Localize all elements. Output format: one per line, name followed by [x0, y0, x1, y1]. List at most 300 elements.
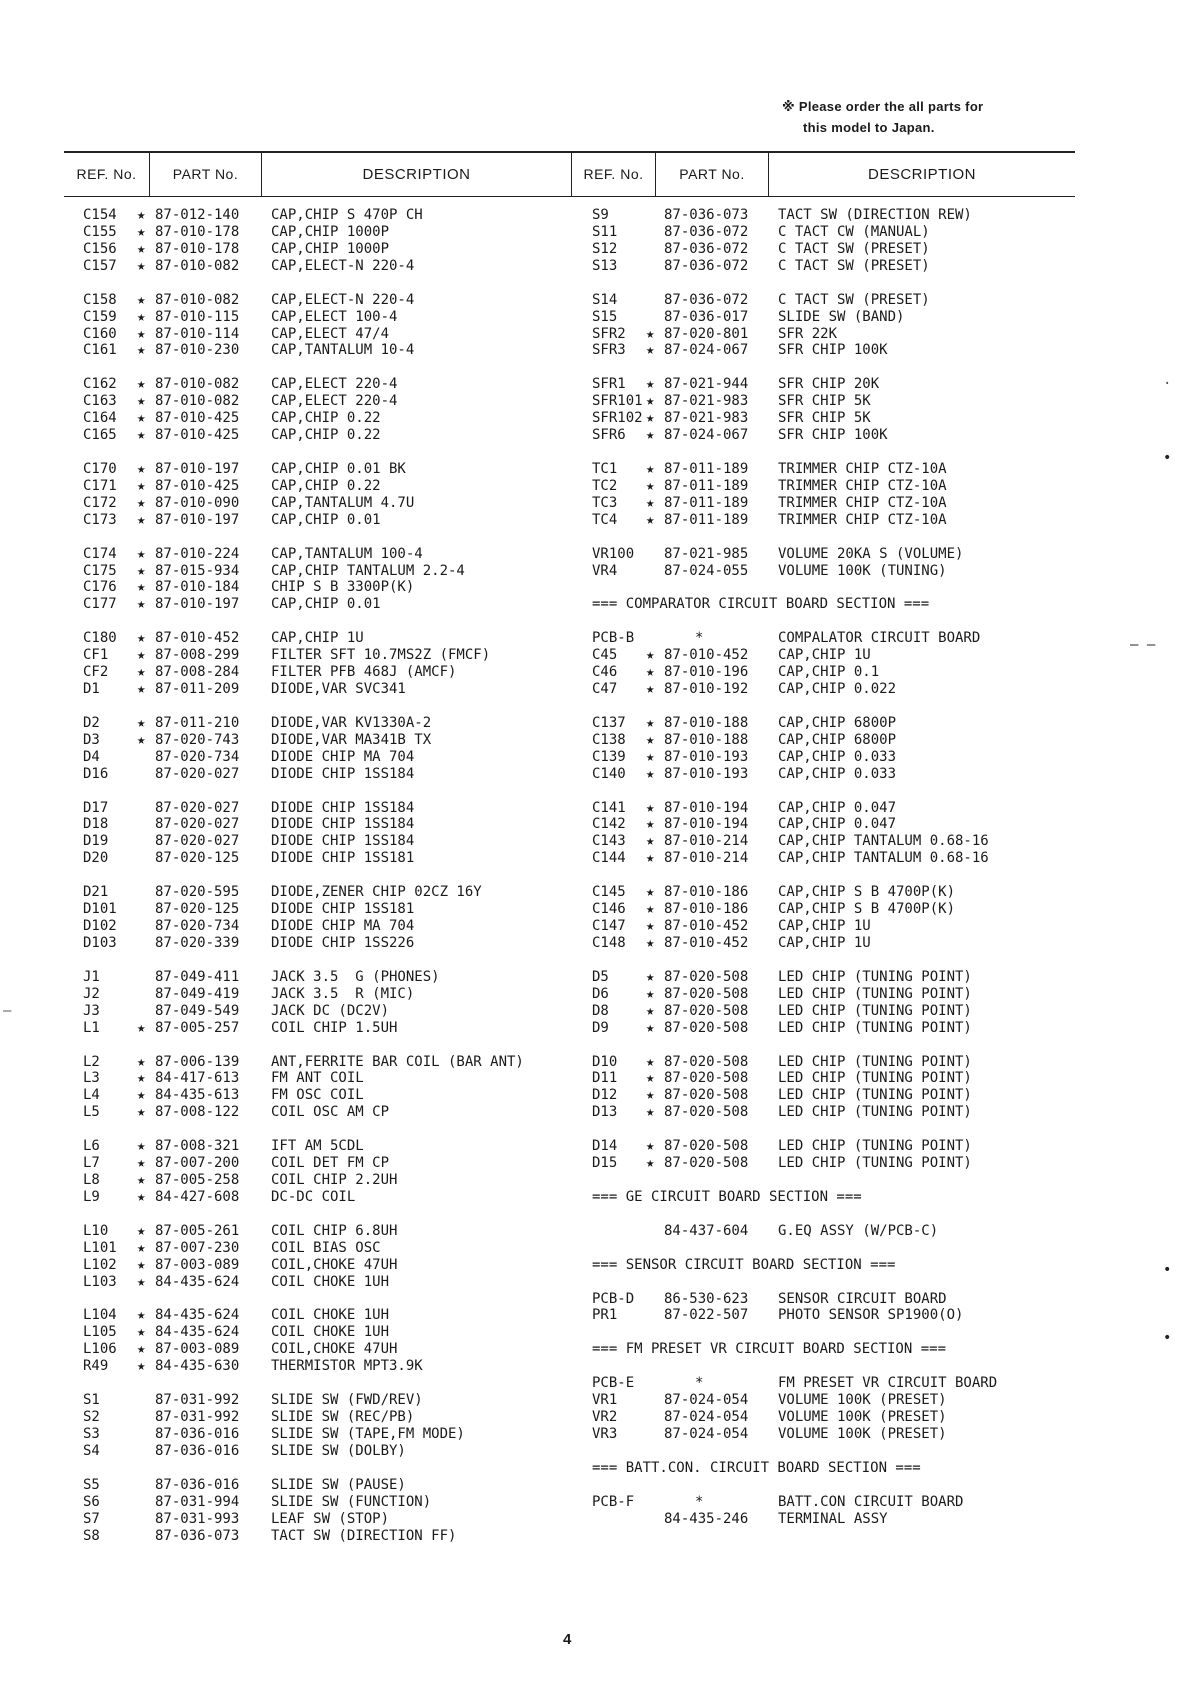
order-star: ★: [137, 1054, 146, 1070]
description: LED CHIP (TUNING POINT): [778, 1054, 972, 1070]
description: DIODE CHIP 1SS184: [271, 766, 415, 782]
ref-number: PCB-B: [592, 630, 635, 646]
ref-number: C158: [83, 292, 117, 308]
ref-number: C45: [592, 647, 618, 663]
ref-number: S5: [83, 1477, 100, 1493]
order-note: [782, 96, 983, 138]
order-star: ★: [137, 427, 146, 443]
order-note-line2: this model to Japan.: [803, 120, 935, 135]
description: LED CHIP (TUNING POINT): [778, 986, 972, 1002]
part-number: 87-049-411: [155, 969, 240, 985]
description: CAP,CHIP S B 4700P(K): [778, 901, 956, 917]
description: TRIMMER CHIP CTZ-10A: [778, 478, 947, 494]
description: LED CHIP (TUNING POINT): [778, 1070, 972, 1086]
ref-number: D11: [592, 1070, 618, 1086]
part-number: 87-020-508: [664, 1104, 749, 1120]
description: CAP,ELECT 220-4: [271, 393, 398, 409]
description: SFR CHIP 20K: [778, 376, 880, 392]
description: CAP,CHIP 1000P: [271, 241, 390, 257]
description: DIODE,VAR MA341B TX: [271, 732, 432, 748]
order-star: ★: [646, 326, 655, 342]
ref-number: S3: [83, 1426, 100, 1442]
ref-number: PCB-D: [592, 1291, 635, 1307]
ref-number: VR4: [592, 563, 618, 579]
part-number: 87-036-016: [155, 1426, 240, 1442]
part-number: 87-010-193: [664, 749, 749, 765]
description: DIODE CHIP 1SS184: [271, 833, 415, 849]
description: CAP,ELECT 220-4: [271, 376, 398, 392]
description: COIL CHOKE 1UH: [271, 1307, 390, 1323]
description: JACK DC (DC2V): [271, 1003, 390, 1019]
part-number: 87-020-734: [155, 918, 240, 934]
ref-number: D1: [83, 681, 100, 697]
part-number: 87-010-224: [155, 546, 240, 562]
part-number: 87-020-027: [155, 766, 240, 782]
description: LED CHIP (TUNING POINT): [778, 1020, 972, 1036]
order-star: ★: [646, 800, 655, 816]
ref-number: C176: [83, 579, 117, 595]
part-number: 87-010-452: [664, 647, 749, 663]
ref-number: S9: [592, 207, 609, 223]
order-star: ★: [137, 664, 146, 680]
description: CHIP S B 3300P(K): [271, 579, 415, 595]
ref-number: C174: [83, 546, 117, 562]
description: CAP,CHIP 0.01: [271, 512, 381, 528]
ref-number: R49: [83, 1358, 109, 1374]
ref-number: D2: [83, 715, 100, 731]
ref-number: TC2: [592, 478, 618, 494]
description: CAP,CHIP S 470P CH: [271, 207, 423, 223]
description: SFR CHIP 100K: [778, 342, 888, 358]
order-star: ★: [646, 850, 655, 866]
order-star: ★: [646, 478, 655, 494]
part-number: 87-010-425: [155, 427, 240, 443]
ref-number: C147: [592, 918, 626, 934]
description: DIODE CHIP MA 704: [271, 918, 415, 934]
description: DIODE CHIP 1SS181: [271, 901, 415, 917]
ref-number: C141: [592, 800, 626, 816]
part-number: 87-021-944: [664, 376, 749, 392]
order-star: ★: [137, 1223, 146, 1239]
part-number: 87-008-321: [155, 1138, 240, 1154]
part-number: 87-024-067: [664, 342, 749, 358]
description: CAP,CHIP S B 4700P(K): [778, 884, 956, 900]
part-number: 87-020-801: [664, 326, 749, 342]
ref-number: S1: [83, 1392, 100, 1408]
ref-number: S6: [83, 1494, 100, 1510]
ref-number: SFR2: [592, 326, 626, 342]
description: LED CHIP (TUNING POINT): [778, 1087, 972, 1103]
description: CAP,CHIP 0.22: [271, 478, 381, 494]
ref-number: CF2: [83, 664, 109, 680]
order-star: ★: [137, 1020, 146, 1036]
part-number: 87-011-189: [664, 495, 749, 511]
ref-number: PCB-E: [592, 1375, 635, 1391]
description: CAP,CHIP TANTALUM 0.68-16: [778, 833, 989, 849]
part-number: 87-010-188: [664, 732, 749, 748]
part-number: 87-011-210: [155, 715, 240, 731]
ref-number: D20: [83, 850, 109, 866]
description: SLIDE SW (TAPE,FM MODE): [271, 1426, 465, 1442]
ref-number: C160: [83, 326, 117, 342]
order-star: ★: [137, 1341, 146, 1357]
description: LED CHIP (TUNING POINT): [778, 969, 972, 985]
description: ANT,FERRITE BAR COIL (BAR ANT): [271, 1054, 524, 1070]
part-number: 87-020-508: [664, 1138, 749, 1154]
ref-number: L3: [83, 1070, 100, 1086]
description: CAP,ELECT 100-4: [271, 309, 398, 325]
ref-number: C165: [83, 427, 117, 443]
description: CAP,CHIP 6800P: [778, 715, 897, 731]
ref-number: C177: [83, 596, 117, 612]
ref-number: J1: [83, 969, 100, 985]
part-number: 87-010-196: [664, 664, 749, 680]
part-number: 87-020-027: [155, 833, 240, 849]
ref-number: VR1: [592, 1392, 618, 1408]
ref-number: D8: [592, 1003, 609, 1019]
ref-number: L8: [83, 1172, 100, 1188]
order-star: ★: [646, 1003, 655, 1019]
part-number: 87-022-507: [664, 1307, 749, 1323]
description: CAP,CHIP 1000P: [271, 224, 390, 240]
description: CAP,TANTALUM 100-4: [271, 546, 423, 562]
part-number: 87-010-425: [155, 478, 240, 494]
part-number: 87-031-992: [155, 1409, 240, 1425]
order-star: ★: [137, 309, 146, 325]
order-star: ★: [646, 715, 655, 731]
order-star: ★: [137, 393, 146, 409]
order-star: ★: [137, 258, 146, 274]
part-number: 87-036-072: [664, 224, 749, 240]
description: FILTER PFB 468J (AMCF): [271, 664, 457, 680]
ref-number: C171: [83, 478, 117, 494]
part-number: 87-010-194: [664, 816, 749, 832]
description: TERMINAL ASSY: [778, 1511, 888, 1527]
description: COIL CHIP 2.2UH: [271, 1172, 398, 1188]
part-number: 87-024-054: [664, 1409, 749, 1425]
description: CAP,CHIP 0.033: [778, 766, 897, 782]
description: CAP,CHIP 1U: [271, 630, 364, 646]
part-number: 87-020-508: [664, 1003, 749, 1019]
part-number: 87-006-139: [155, 1054, 240, 1070]
order-star: ★: [137, 478, 146, 494]
part-number: 87-010-186: [664, 901, 749, 917]
description: G.EQ ASSY (W/PCB-C): [778, 1223, 939, 1239]
order-star: ★: [646, 1087, 655, 1103]
order-star: ★: [646, 664, 655, 680]
order-star: ★: [646, 512, 655, 528]
order-star: ★: [137, 647, 146, 663]
ref-number: D6: [592, 986, 609, 1002]
part-number: 87-010-214: [664, 833, 749, 849]
description: TRIMMER CHIP CTZ-10A: [778, 461, 947, 477]
ref-number: PR1: [592, 1307, 618, 1323]
description: CAP,CHIP 1U: [778, 935, 871, 951]
part-number: 87-010-230: [155, 342, 240, 358]
ref-number: C180: [83, 630, 117, 646]
header-desc-right: DESCRIPTION: [867, 166, 976, 183]
margin-mark: •: [1163, 1330, 1172, 1346]
ref-number: PCB-F: [592, 1494, 635, 1510]
ref-number: L10: [83, 1223, 109, 1239]
part-number: 87-007-200: [155, 1155, 240, 1171]
ref-number: L101: [83, 1240, 117, 1256]
ref-number: SFR6: [592, 427, 626, 443]
description: SENSOR CIRCUIT BOARD: [778, 1291, 947, 1307]
part-number: 84-435-624: [155, 1324, 240, 1340]
ref-number: C156: [83, 241, 117, 257]
description: CAP,TANTALUM 10-4: [271, 342, 415, 358]
ref-number: TC1: [592, 461, 618, 477]
order-star: ★: [137, 1324, 146, 1340]
ref-number: TC4: [592, 512, 618, 528]
order-star: ★: [646, 1104, 655, 1120]
description: SFR CHIP 5K: [778, 393, 871, 409]
description: SLIDE SW (BAND): [778, 309, 905, 325]
description: CAP,CHIP 0.1: [778, 664, 880, 680]
part-number: 87-010-186: [664, 884, 749, 900]
order-star: ★: [137, 1138, 146, 1154]
ref-number: C170: [83, 461, 117, 477]
order-star: ★: [646, 1020, 655, 1036]
ref-number: S12: [592, 241, 618, 257]
section-title: === FM PRESET VR CIRCUIT BOARD SECTION ===: [592, 1341, 947, 1357]
description: CAP,ELECT-N 220-4: [271, 292, 415, 308]
part-number: 87-010-197: [155, 596, 240, 612]
part-number: 87-020-508: [664, 1020, 749, 1036]
part-number: 87-011-189: [664, 478, 749, 494]
ref-number: L5: [83, 1104, 100, 1120]
ref-number: VR2: [592, 1409, 618, 1425]
order-star: ★: [646, 986, 655, 1002]
ref-number: S4: [83, 1443, 100, 1459]
ref-number: C155: [83, 224, 117, 240]
part-number: 87-010-193: [664, 766, 749, 782]
ref-number: C173: [83, 512, 117, 528]
order-star: ★: [646, 833, 655, 849]
order-star: ★: [137, 1274, 146, 1290]
order-star: ★: [646, 884, 655, 900]
part-number: 87-024-054: [664, 1426, 749, 1442]
ref-number: L105: [83, 1324, 117, 1340]
ref-number: D103: [83, 935, 117, 951]
part-number: 87-010-194: [664, 800, 749, 816]
ref-number: L106: [83, 1341, 117, 1357]
ref-number: SFR3: [592, 342, 626, 358]
ref-number: L4: [83, 1087, 100, 1103]
order-star: ★: [137, 1240, 146, 1256]
part-number: 87-012-140: [155, 207, 240, 223]
order-star: ★: [646, 681, 655, 697]
description: LED CHIP (TUNING POINT): [778, 1003, 972, 1019]
order-star: ★: [137, 461, 146, 477]
part-number: 87-021-983: [664, 410, 749, 426]
part-number: 87-020-125: [155, 850, 240, 866]
order-star: ★: [137, 1189, 146, 1205]
description: DIODE CHIP 1SS184: [271, 816, 415, 832]
ref-number: S15: [592, 309, 618, 325]
part-number: 87-010-115: [155, 309, 240, 325]
part-number: 87-015-934: [155, 563, 240, 579]
section-title: === BATT.CON. CIRCUIT BOARD SECTION ===: [592, 1460, 921, 1476]
ref-number: C142: [592, 816, 626, 832]
ref-number: S14: [592, 292, 618, 308]
description: C TACT SW (PRESET): [778, 292, 930, 308]
part-number: 87-010-082: [155, 292, 240, 308]
part-number: 84-417-613: [155, 1070, 240, 1086]
ref-number: C139: [592, 749, 626, 765]
ref-number: L7: [83, 1155, 100, 1171]
part-number: 84-435-246: [664, 1511, 749, 1527]
order-star: ★: [646, 342, 655, 358]
description: CAP,CHIP 0.047: [778, 800, 897, 816]
part-number: 87-036-073: [664, 207, 749, 223]
ref-number: C159: [83, 309, 117, 325]
description: COIL,CHOKE 47UH: [271, 1341, 398, 1357]
ref-number: D16: [83, 766, 109, 782]
description: VOLUME 100K (TUNING): [778, 563, 947, 579]
description: JACK 3.5 G (PHONES): [271, 969, 440, 985]
order-star: ★: [137, 596, 146, 612]
description: COIL BIAS OSC: [271, 1240, 381, 1256]
section-title: === GE CIRCUIT BOARD SECTION ===: [592, 1189, 862, 1205]
header-ref-left: REF. No.: [76, 166, 137, 182]
order-star: ★: [646, 1138, 655, 1154]
part-number: 87-049-419: [155, 986, 240, 1002]
order-star: ★: [137, 579, 146, 595]
part-number: 87-005-261: [155, 1223, 240, 1239]
ref-number: L102: [83, 1257, 117, 1273]
order-star: ★: [646, 749, 655, 765]
ref-number: D10: [592, 1054, 618, 1070]
margin-mark: •: [1163, 1262, 1172, 1278]
part-number: 87-020-508: [664, 1155, 749, 1171]
ref-number: CF1: [83, 647, 109, 663]
order-star: ★: [646, 393, 655, 409]
part-number: 87-008-122: [155, 1104, 240, 1120]
description: CAP,CHIP 1U: [778, 647, 871, 663]
description: VOLUME 100K (PRESET): [778, 1409, 947, 1425]
ref-number: D13: [592, 1104, 618, 1120]
ref-number: C137: [592, 715, 626, 731]
ref-number: C143: [592, 833, 626, 849]
ref-number: D21: [83, 884, 109, 900]
description: SFR 22K: [778, 326, 838, 342]
part-number: 84-427-608: [155, 1189, 240, 1205]
ref-number: S2: [83, 1409, 100, 1425]
description: COIL,CHOKE 47UH: [271, 1257, 398, 1273]
ref-number: L6: [83, 1138, 100, 1154]
order-star: ★: [137, 630, 146, 646]
order-note-line1: ※ Please order the all parts for: [782, 99, 984, 114]
ref-number: SFR101: [592, 393, 643, 409]
description: CAP,TANTALUM 4.7U: [271, 495, 415, 511]
order-star: ★: [137, 563, 146, 579]
ref-number: D14: [592, 1138, 618, 1154]
part-number: 87-010-082: [155, 393, 240, 409]
ref-number: D12: [592, 1087, 618, 1103]
ref-number: D17: [83, 800, 109, 816]
order-star: ★: [137, 326, 146, 342]
part-number: *: [695, 630, 704, 646]
ref-number: C144: [592, 850, 626, 866]
description: DIODE CHIP MA 704: [271, 749, 415, 765]
part-number: 87-020-125: [155, 901, 240, 917]
part-number: 87-007-230: [155, 1240, 240, 1256]
part-number: 87-024-067: [664, 427, 749, 443]
part-number: 87-020-027: [155, 800, 240, 816]
description: CAP,CHIP TANTALUM 2.2-4: [271, 563, 465, 579]
part-number: 87-036-072: [664, 241, 749, 257]
part-number: 87-031-992: [155, 1392, 240, 1408]
description: COMPALATOR CIRCUIT BOARD: [778, 630, 981, 646]
ref-number: C161: [83, 342, 117, 358]
description: COIL CHOKE 1UH: [271, 1274, 390, 1290]
order-star: ★: [137, 376, 146, 392]
order-star: ★: [137, 732, 146, 748]
ref-number: L1: [83, 1020, 100, 1036]
description: DIODE,VAR KV1330A-2: [271, 715, 432, 731]
part-number: 87-010-197: [155, 512, 240, 528]
ref-number: C146: [592, 901, 626, 917]
part-number: 87-010-082: [155, 376, 240, 392]
description: VOLUME 20KA S (VOLUME): [778, 546, 964, 562]
part-number: 87-011-189: [664, 512, 749, 528]
ref-number: L103: [83, 1274, 117, 1290]
description: VOLUME 100K (PRESET): [778, 1426, 947, 1442]
ref-number: C163: [83, 393, 117, 409]
description: PHOTO SENSOR SP1900(O): [778, 1307, 964, 1323]
order-star: ★: [646, 461, 655, 477]
description: DIODE CHIP 1SS181: [271, 850, 415, 866]
part-number: 84-435-613: [155, 1087, 240, 1103]
description: CAP,CHIP 0.01 BK: [271, 461, 406, 477]
part-number: 87-036-072: [664, 292, 749, 308]
order-star: ★: [137, 1307, 146, 1323]
description: FM PRESET VR CIRCUIT BOARD: [778, 1375, 998, 1391]
margin-mark: ·: [1163, 376, 1172, 392]
ref-number: C157: [83, 258, 117, 274]
ref-number: D101: [83, 901, 117, 917]
description: CAP,CHIP 0.033: [778, 749, 897, 765]
part-number: 87-005-258: [155, 1172, 240, 1188]
description: CAP,ELECT-N 220-4: [271, 258, 415, 274]
order-star: ★: [137, 224, 146, 240]
part-number: 87-020-508: [664, 969, 749, 985]
order-star: ★: [137, 342, 146, 358]
description: THERMISTOR MPT3.9K: [271, 1358, 423, 1374]
description: LEAF SW (STOP): [271, 1511, 390, 1527]
ref-number: C148: [592, 935, 626, 951]
order-star: ★: [137, 681, 146, 697]
order-star: ★: [137, 715, 146, 731]
order-star: ★: [137, 1087, 146, 1103]
part-number: *: [695, 1375, 704, 1391]
order-star: ★: [137, 292, 146, 308]
part-number: 87-020-595: [155, 884, 240, 900]
description: CAP,CHIP TANTALUM 0.68-16: [778, 850, 989, 866]
part-number: 87-011-209: [155, 681, 240, 697]
margin-mark: •: [1163, 450, 1172, 466]
part-number: 84-437-604: [664, 1223, 749, 1239]
order-star: ★: [646, 901, 655, 917]
section-title: === COMPARATOR CIRCUIT BOARD SECTION ===: [592, 596, 930, 612]
ref-number: J3: [83, 1003, 100, 1019]
order-star: ★: [646, 816, 655, 832]
description: VOLUME 100K (PRESET): [778, 1392, 947, 1408]
description: CAP,CHIP 0.01: [271, 596, 381, 612]
order-star: ★: [137, 1155, 146, 1171]
